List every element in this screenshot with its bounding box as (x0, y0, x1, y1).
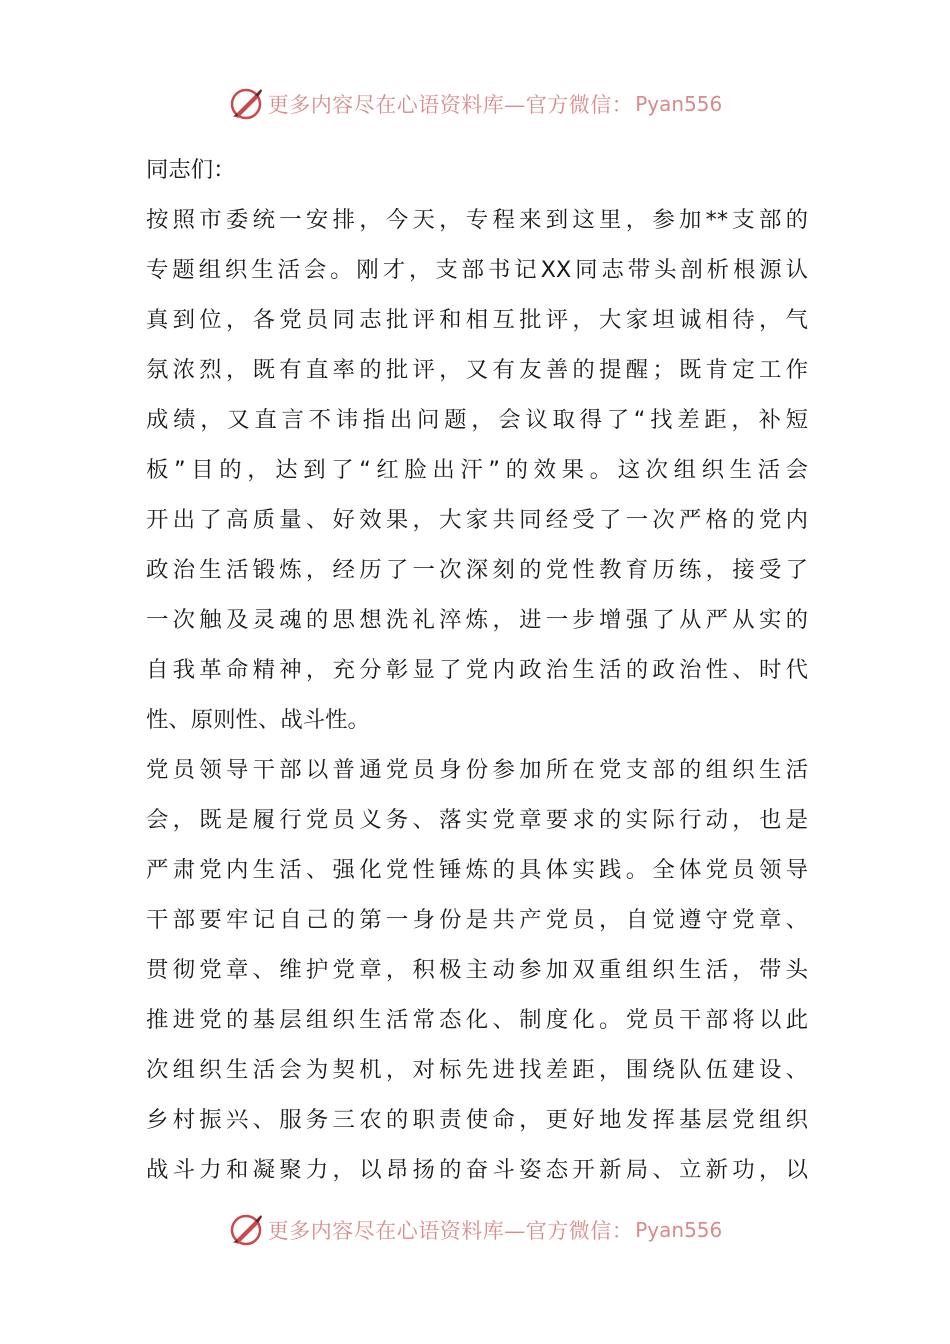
document-body (146, 145, 808, 1195)
text-line: 党员领导干部以普通党员身份参加所在党支部的组织生活 (146, 757, 808, 783)
watermark-banner-bottom (0, 1208, 950, 1252)
text-line: 自我革命精神，充分彰显了党内政治生活的政治性、时代 (146, 657, 808, 683)
text-line: 按照市委统一安排，今天，专程来到这里，参加**支部的 (146, 207, 808, 233)
text-line: 政治生活锻炼，经历了一次深刻的党性教育历练，接受了 (146, 557, 808, 583)
text-line: 真到位，各党员同志批评和相互批评，大家坦诚相待，气 (146, 307, 808, 333)
text-line: 严肃党内生活、强化党性锤炼的具体实践。全体党员领导 (146, 857, 808, 883)
salutation: 同志们： (146, 157, 236, 183)
quill-logo-icon (228, 1212, 264, 1248)
text-line: 推进党的基层组织生活常态化、制度化。党员干部将以此 (146, 1007, 808, 1033)
watermark-text: 更多内容尽在心语资料库—官方微信： (267, 93, 634, 117)
watermark-banner-top (0, 82, 950, 126)
text-line: 一次触及灵魂的思想洗礼淬炼，进一步增强了从严从实的 (146, 607, 808, 633)
text-line: 氛浓烈，既有直率的批评，又有友善的提醒；既肯定工作 (146, 357, 808, 383)
watermark-text: 更多内容尽在心语资料库—官方微信： (267, 1219, 634, 1243)
text-line: 专题组织生活会。刚才，支部书记XX同志带头剖析根源认 (146, 257, 808, 283)
text-line: 成绩，又直言不讳指出问题，会议取得了“找差距，补短 (146, 407, 808, 433)
text-line: 性、原则性、战斗性。 (146, 707, 370, 733)
watermark-handle: Pyan556 (635, 1218, 723, 1242)
quill-logo-icon (228, 86, 264, 122)
text-line: 干部要牢记自己的第一身份是共产党员，自觉遵守党章、 (146, 907, 808, 933)
text-line: 开出了高质量、好效果，大家共同经受了一次严格的党内 (146, 507, 808, 533)
text-line: 会，既是履行党员义务、落实党章要求的实际行动，也是 (146, 807, 808, 833)
paragraph-1 (146, 195, 808, 745)
paragraph-2 (146, 745, 808, 1195)
text-line: 贯彻党章、维护党章，积极主动参加双重组织生活，带头 (146, 957, 808, 983)
text-line: 战斗力和凝聚力，以昂扬的奋斗姿态开新局、立新功，以 (146, 1157, 808, 1183)
text-line: 乡村振兴、服务三农的职责使命，更好地发挥基层党组织 (146, 1107, 808, 1133)
text-line: 板”目的，达到了“红脸出汗”的效果。这次组织生活会 (146, 457, 808, 483)
watermark-handle: Pyan556 (635, 92, 723, 116)
text-line: 次组织生活会为契机，对标先进找差距，围绕队伍建设、 (146, 1057, 808, 1083)
